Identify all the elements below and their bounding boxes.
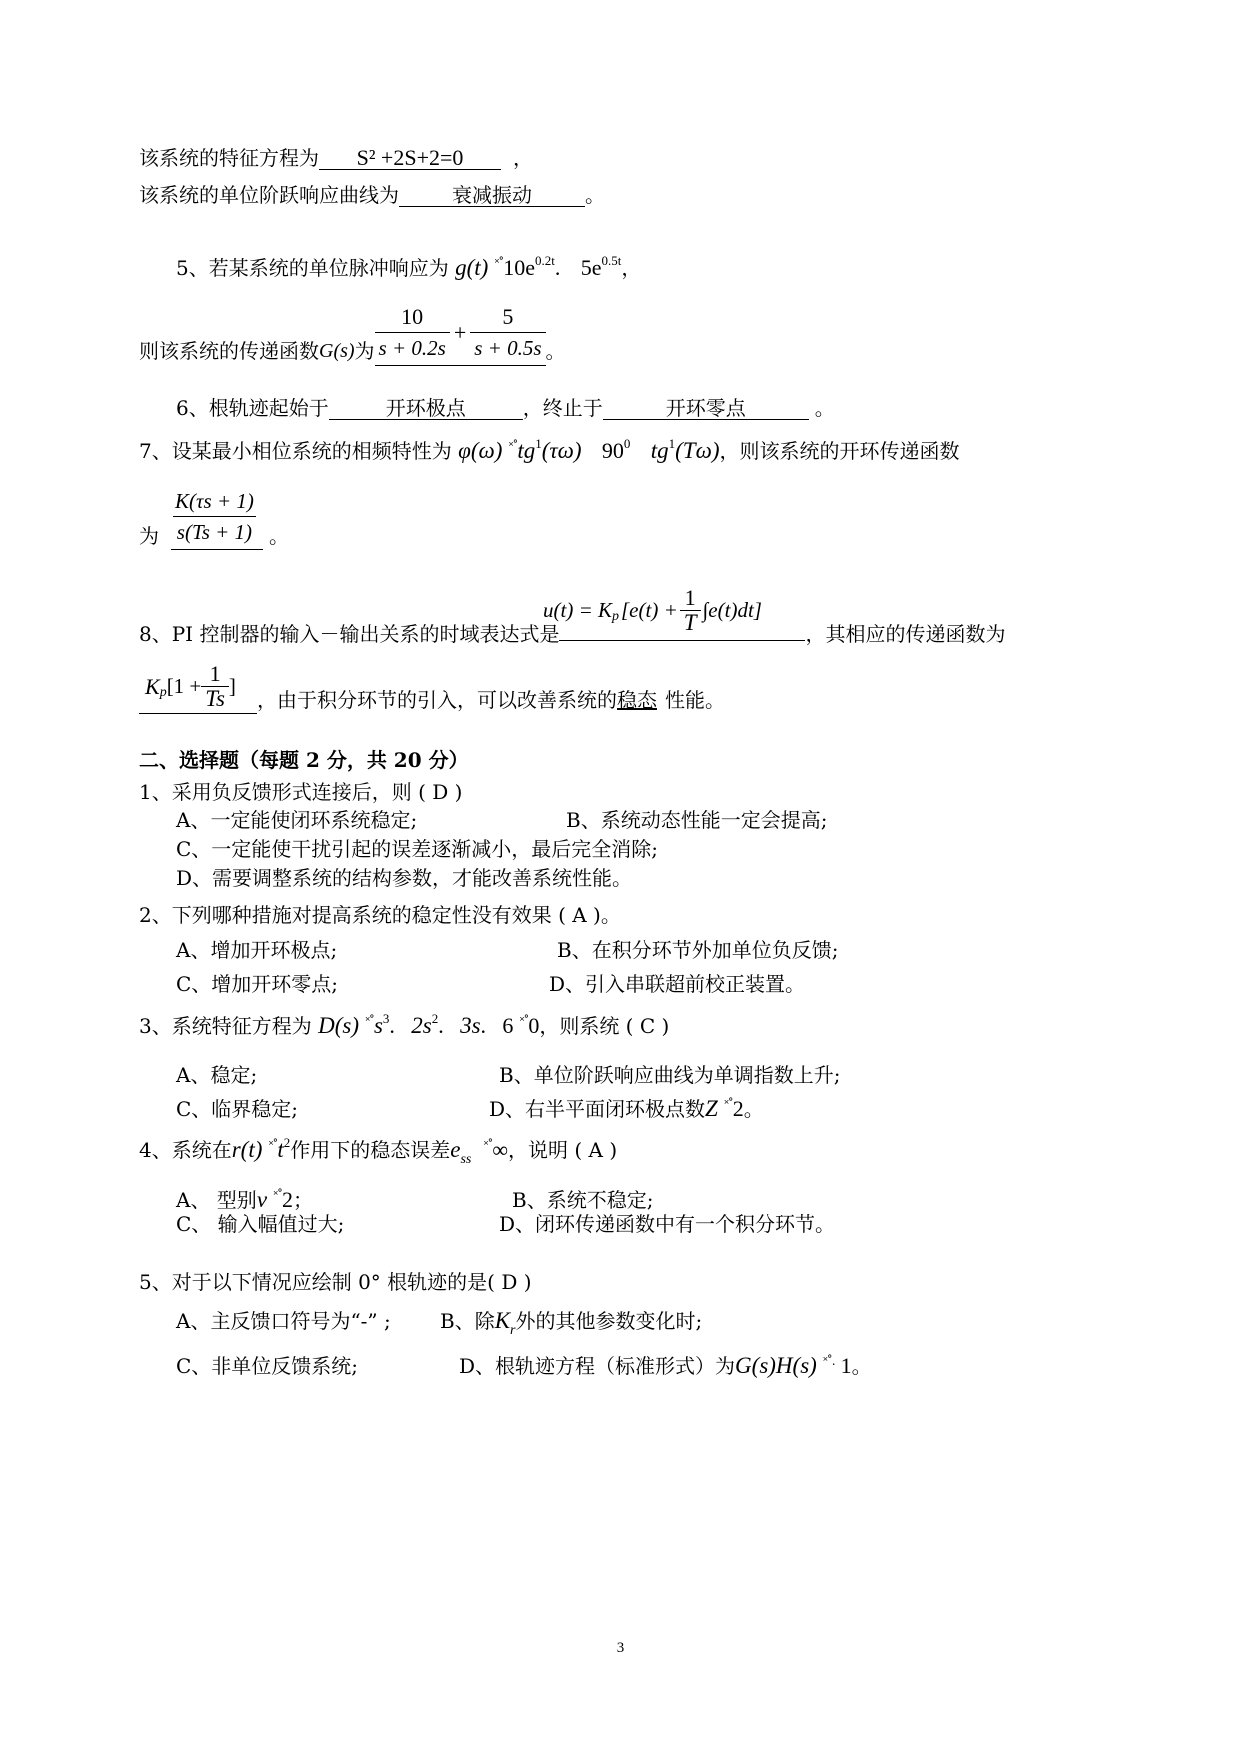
- q8-tf-num: 1: [209, 661, 221, 686]
- c5-d-val: 1: [840, 1353, 852, 1378]
- q8-tf-close: ]: [228, 674, 236, 698]
- c3-suffix: ，则系统 ( C ): [539, 1014, 670, 1038]
- q7-eq-glyph: ˟˚: [508, 439, 518, 453]
- q5-frac2: [470, 302, 545, 363]
- c3-3s: 3s: [460, 1013, 481, 1038]
- c5-d-glyph: ˟˚.: [823, 1354, 835, 1368]
- q7-phi: φ(ω): [458, 438, 503, 463]
- c1-option-a: A、一定能使闭环系统稳定;: [176, 808, 418, 832]
- c4-prefix: 4、系统在: [139, 1138, 232, 1162]
- c5-b-prefix: B、除: [440, 1309, 495, 1333]
- c4-eq-glyph: ˟˚: [268, 1138, 278, 1152]
- q7-tg2: tg: [650, 438, 669, 463]
- punct: 。: [814, 396, 835, 420]
- c3-option-d: [489, 1097, 764, 1124]
- punct: ；: [292, 1188, 313, 1212]
- c5-b-k: K: [494, 1308, 511, 1333]
- q5-eq-glyph: ˟˚: [494, 256, 504, 270]
- c5-stem: 5、对于以下情况应绘制 0° 根轨迹的是( D ): [139, 1270, 532, 1294]
- c3-eq-glyph: ˟˚: [365, 1014, 374, 1028]
- c2-stem: 2、下列哪种措施对提高系统的稳定性没有效果 ( A )。: [139, 903, 621, 927]
- step-response-label: 该系统的单位阶跃响应曲线为: [139, 183, 399, 207]
- q5-dot: .: [554, 255, 561, 280]
- c3-option-b: B、单位阶跃响应曲线为单调指数上升;: [499, 1063, 841, 1087]
- c4-inf: ∞: [492, 1137, 509, 1162]
- q8-formula-rhs: ∫e(t)dt]: [702, 598, 762, 622]
- c3-stem: [139, 1011, 670, 1041]
- q6-answer-end: 开环零点: [603, 397, 809, 420]
- c3-e3: 3: [382, 1011, 390, 1026]
- q8-formula-blank: [559, 640, 805, 641]
- c2-option-d: D、引入串联超前校正装置。: [549, 972, 806, 996]
- q8-tf-k: K: [145, 673, 160, 699]
- c3-option-a: A、稳定;: [176, 1063, 258, 1087]
- q5-term1: 10e: [503, 255, 536, 280]
- c5-d-prefix: D、根轨迹方程（标准形式）为: [459, 1354, 736, 1378]
- punct: ，: [621, 256, 642, 280]
- q7-inv1: 1: [535, 436, 542, 451]
- c5-b-r: r: [510, 1323, 516, 1338]
- q7-ninety: 90: [601, 438, 624, 463]
- c4-eq-glyph: ˟˚: [273, 1188, 282, 1202]
- q8-formula-frac-den: T: [680, 610, 701, 635]
- q8-tf-line: [139, 662, 725, 714]
- q8-tf-answer: [139, 662, 257, 714]
- q5-plus: +: [453, 319, 467, 345]
- c3-eq-glyph: ˟˚: [724, 1097, 733, 1111]
- punct: 。: [269, 524, 289, 548]
- c3-prefix: 3、系统特征方程为: [139, 1014, 312, 1038]
- q5-gs: G(s): [319, 340, 355, 362]
- c1-option-c: C、一定能使干扰引起的误差逐渐减小，最后完全消除;: [176, 837, 659, 861]
- q7-suffix: ，则该系统的开环传递函数: [719, 439, 960, 463]
- char-equation-line: [139, 146, 533, 170]
- q8-tf-open: [1 +: [166, 674, 202, 698]
- q8-answer: 稳态: [617, 688, 657, 712]
- q5-term2: 5e: [580, 255, 602, 280]
- page-number: 3: [616, 1640, 625, 1656]
- q8-tf-p: p: [159, 684, 167, 700]
- c4-t: t: [277, 1137, 284, 1162]
- c3-dot: .: [438, 1013, 444, 1038]
- q5-frac2-num: 5: [502, 304, 514, 329]
- q5-exp1: 0.2t: [535, 253, 555, 268]
- q8-tf-den: Ts: [201, 686, 229, 711]
- step-response-line: [139, 183, 605, 207]
- c3-e2: 2: [431, 1011, 439, 1026]
- c4-a-v: v: [256, 1187, 268, 1212]
- section-title: 二、选择题（每题 2 分，共 20 分）: [139, 748, 469, 772]
- q5-stem: 5、若某系统的单位脉冲响应为: [176, 256, 449, 280]
- c1-option-d: D、需要调整系统的结构参数，才能改善系统性能。: [176, 866, 633, 890]
- c4-option-d: D、闭环传递函数中有一个积分环节。: [499, 1212, 836, 1236]
- c4-ss: ss: [460, 1152, 472, 1167]
- c5-b-end: 外的其他参数变化时;: [515, 1309, 703, 1333]
- q5-exp2: 0.5t: [601, 253, 622, 268]
- c4-suffix: ，说明 ( A ): [508, 1138, 618, 1162]
- c1-stem: 1、采用负反馈形式连接后，则 ( D ): [139, 780, 463, 804]
- c5-option-a: A、主反馈口符号为“-” ;: [176, 1309, 391, 1333]
- q6-answer-start: 开环极点: [329, 397, 523, 420]
- q8-formula-frac-num: 1: [684, 585, 696, 610]
- q7-line: [139, 436, 960, 466]
- c4-a-prefix: A、 型别: [176, 1188, 257, 1212]
- c2-option-b: B、在积分环节外加单位负反馈;: [557, 938, 839, 962]
- q7-frac-den: s(Ts + 1): [173, 516, 256, 547]
- c3-dot: .: [389, 1013, 395, 1038]
- c3-s: s: [373, 1013, 383, 1038]
- c3-ds: D(s): [318, 1013, 359, 1038]
- c5-option-d: [459, 1354, 872, 1381]
- punct: 。: [851, 1354, 872, 1378]
- c4-option-c: C、 输入幅值过大;: [176, 1212, 345, 1236]
- c4-stem: [139, 1135, 618, 1167]
- q8-formula-mid: [e(t) +: [621, 598, 678, 622]
- step-response-answer: 衰减振动: [399, 184, 585, 207]
- c4-option-b: B、系统不稳定;: [512, 1188, 654, 1212]
- q7-tg1: tg: [517, 438, 536, 463]
- q5-line: [176, 253, 642, 283]
- c5-option-b: [440, 1309, 702, 1337]
- q7-answer-frac: [171, 486, 258, 547]
- punct: ，: [513, 146, 533, 170]
- q5-wei: 为: [354, 339, 375, 363]
- c5-option-c: C、非单位反馈系统;: [176, 1354, 359, 1378]
- c2-option-c: C、增加开环零点;: [176, 972, 339, 996]
- c3-option-c: C、临界稳定;: [176, 1097, 299, 1121]
- c4-rt: r(t): [231, 1137, 263, 1162]
- c3-eq-glyph: ˟˚: [519, 1014, 529, 1028]
- c3-zero: 0: [528, 1013, 540, 1038]
- punct: 。: [585, 183, 605, 207]
- c3-2s: 2s: [411, 1013, 432, 1038]
- q7-arg1: (τω): [541, 438, 582, 463]
- q7-arg2: (Tω): [675, 438, 720, 463]
- q5-tf-label: 则该系统的传递函数: [139, 339, 319, 363]
- q7-stem: 7、设某最小相位系统的相频特性为: [139, 439, 452, 463]
- q7-answer-line: [139, 486, 289, 550]
- punct: 。: [743, 1097, 764, 1121]
- q5-tf-answer: [375, 302, 546, 366]
- c2-option-a: A、增加开环极点;: [176, 938, 338, 962]
- q8-stem: 8、PI 控制器的输入－输出关系的时域表达式是: [139, 622, 560, 646]
- c4-option-a: [176, 1188, 313, 1215]
- c3-d-val: 2: [732, 1096, 744, 1121]
- q5-transfer-line: [139, 302, 566, 366]
- q8-mid: ，其相应的传递函数为: [805, 622, 1006, 646]
- c1-option-b: B、系统动态性能一定会提高;: [566, 808, 828, 832]
- punct: 。: [545, 339, 566, 363]
- c5-d-expr: G(s)H(s): [735, 1353, 817, 1378]
- c3-d-prefix: D、右半平面闭环极点数: [489, 1097, 706, 1121]
- q5-frac1-den: s + 0.2s: [375, 332, 450, 363]
- c4-eq-glyph: ˟˚: [483, 1138, 493, 1152]
- q8-line: [139, 622, 1005, 646]
- c4-mid: 作用下的稳态误差: [290, 1138, 451, 1162]
- q6-stem: 6、根轨迹起始于: [176, 396, 329, 420]
- q7-wei: 为: [139, 524, 159, 548]
- q8-formula-lhs: u(t) = K: [543, 598, 612, 622]
- q8-line2-end: 性能。: [665, 688, 725, 712]
- q7-answer-blank: [171, 486, 263, 550]
- c3-d-z: Z: [705, 1096, 718, 1121]
- q5-frac1: [375, 302, 450, 363]
- char-equation-answer: S² +2S+2=0: [319, 147, 501, 170]
- q6-mid: ，终止于: [522, 396, 603, 420]
- c4-a-val: 2: [281, 1187, 293, 1212]
- c3-dot: .: [480, 1013, 487, 1038]
- q5-frac2-den: s + 0.5s: [470, 332, 545, 363]
- q7-inv2: 1: [668, 436, 676, 451]
- q6-line: [176, 396, 835, 420]
- q8-tf-frac: [201, 662, 229, 711]
- c3-6: 6: [502, 1013, 514, 1038]
- c4-e: e: [450, 1137, 461, 1162]
- q7-frac-num: K(τs + 1): [175, 489, 254, 513]
- q7-deg: 0: [623, 436, 631, 451]
- q5-gt: g(t): [455, 255, 489, 280]
- q5-frac1-num: 10: [401, 304, 424, 329]
- q8-formula-p: p: [612, 608, 619, 624]
- char-equation-label: 该系统的特征方程为: [139, 146, 319, 170]
- q8-line2: ，由于积分环节的引入，可以改善系统的: [257, 688, 617, 712]
- c4-e2: 2: [283, 1135, 291, 1150]
